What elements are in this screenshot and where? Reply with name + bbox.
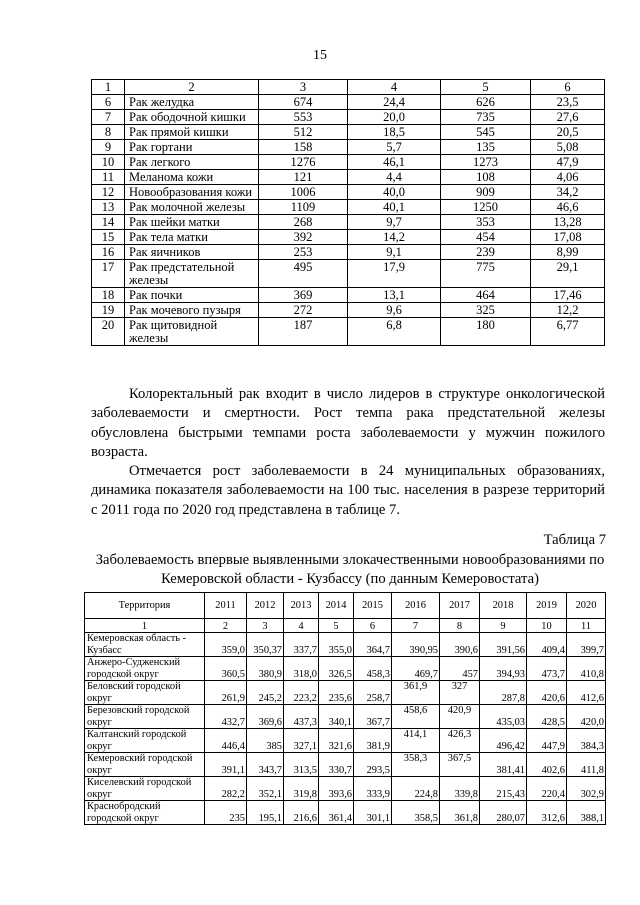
column-number-cell: 3	[247, 619, 284, 633]
table-row	[92, 245, 605, 260]
table-cell: 6	[92, 95, 125, 110]
table-cell: 13,28	[531, 215, 605, 230]
header-cell: 2	[125, 80, 259, 95]
value-cell: 437,3	[284, 705, 319, 729]
value-cell: 313,5	[284, 753, 319, 777]
header-cell: 2014	[319, 593, 354, 619]
table-cell: 735	[441, 110, 531, 125]
value-cell: 380,9	[247, 657, 284, 681]
value-cell: 333,9	[354, 777, 392, 801]
value-cell: 420,6	[527, 681, 567, 705]
cancer-type-cell: Рак гортани	[125, 140, 259, 155]
table-row	[85, 777, 606, 801]
column-number-cell: 2	[205, 619, 247, 633]
value-cell: 458,6	[392, 705, 440, 729]
value-cell: 195,1	[247, 801, 284, 825]
value-cell: 287,8	[480, 681, 527, 705]
table-cell: 6,8	[348, 318, 441, 346]
header-cell: 2015	[354, 593, 392, 619]
table-cell: 17,08	[531, 230, 605, 245]
value-cell: 385	[247, 729, 284, 753]
table-cell: 14	[92, 215, 125, 230]
table-row	[92, 170, 605, 185]
value-cell: 301,1	[354, 801, 392, 825]
column-number-cell: 1	[85, 619, 205, 633]
value-cell: 361,9	[392, 681, 440, 705]
table-cell: 325	[441, 303, 531, 318]
table-cell: 545	[441, 125, 531, 140]
value-cell: 358,5	[392, 801, 440, 825]
column-number-cell: 10	[527, 619, 567, 633]
value-cell: 339,8	[440, 777, 480, 801]
value-cell: 381,41	[480, 753, 527, 777]
value-cell: 361,8	[440, 801, 480, 825]
table-cell: 12	[92, 185, 125, 200]
table-row	[92, 260, 605, 288]
territory-cell: Краснобродский городской округ	[85, 801, 205, 825]
column-number-cell: 6	[354, 619, 392, 633]
paragraph-growth: Отмечается рост заболеваемости в 24 муниципальных образованиях, динамика показателя заболеваемости на 100 тыс. населения в разрезе территорий с 2011 года по 2020 год представлена в таблице 7.	[91, 463, 605, 518]
value-cell: 411,8	[567, 753, 606, 777]
header-cell: Территория	[85, 593, 205, 619]
column-number-cell: 4	[284, 619, 319, 633]
cancer-type-cell: Рак щитовидной железы	[125, 318, 259, 346]
territory-incidence-table	[84, 592, 606, 825]
table-cell: 495	[259, 260, 348, 288]
value-cell: 302,9	[567, 777, 606, 801]
value-cell: 359,0	[205, 633, 247, 657]
table-cell: 454	[441, 230, 531, 245]
value-cell: 235	[205, 801, 247, 825]
table-cell: 7	[92, 110, 125, 125]
value-cell: 412,6	[567, 681, 606, 705]
header-cell: 2020	[567, 593, 606, 619]
header-cell: 2017	[440, 593, 480, 619]
cancer-incidence-table	[91, 79, 605, 346]
table-row	[85, 705, 606, 729]
cancer-type-cell: Рак тела матки	[125, 230, 259, 245]
value-cell: 258,7	[354, 681, 392, 705]
table-header-row	[85, 593, 606, 619]
territory-cell: Кемеровская область - Кузбасс	[85, 633, 205, 657]
column-number-cell: 7	[392, 619, 440, 633]
value-cell: 409,4	[527, 633, 567, 657]
cancer-type-cell: Рак желудка	[125, 95, 259, 110]
value-cell: 220,4	[527, 777, 567, 801]
table-cell: 18	[92, 288, 125, 303]
column-number-cell: 11	[567, 619, 606, 633]
column-number-row	[85, 619, 606, 633]
value-cell: 367,7	[354, 705, 392, 729]
cancer-type-cell: Рак прямой кишки	[125, 125, 259, 140]
value-cell: 390,95	[392, 633, 440, 657]
value-cell: 337,7	[284, 633, 319, 657]
header-cell: 2012	[247, 593, 284, 619]
cancer-type-cell: Рак предстательной железы	[125, 260, 259, 288]
value-cell: 361,4	[319, 801, 354, 825]
paragraph-colorectal: Колоректальный рак входит в число лидеров в структуре онкологической заболеваемости и смертности. Рост темпа рака предстательной железы обусловлена быстрыми темпами роста заболеваемости у мужчин пожилого возраста.	[91, 386, 605, 460]
value-cell: 312,6	[527, 801, 567, 825]
table-row	[92, 215, 605, 230]
table-cell: 775	[441, 260, 531, 288]
cancer-type-cell: Рак молочной железы	[125, 200, 259, 215]
cancer-type-cell: Рак мочевого пузыря	[125, 303, 259, 318]
table-row	[92, 200, 605, 215]
value-cell: 458,3	[354, 657, 392, 681]
table-header-row	[92, 80, 605, 95]
value-cell: 420,0	[567, 705, 606, 729]
header-cell: 6	[531, 80, 605, 95]
territory-cell: Киселевский городской округ	[85, 777, 205, 801]
territory-cell: Беловский городской округ	[85, 681, 205, 705]
table-cell: 187	[259, 318, 348, 346]
table-cell: 13	[92, 200, 125, 215]
value-cell: 446,4	[205, 729, 247, 753]
value-cell: 399,7	[567, 633, 606, 657]
value-cell: 282,2	[205, 777, 247, 801]
table-cell: 18,5	[348, 125, 441, 140]
value-cell: 414,1	[392, 729, 440, 753]
cancer-type-cell: Новообразования кожи	[125, 185, 259, 200]
table-cell: 1109	[259, 200, 348, 215]
value-cell: 223,2	[284, 681, 319, 705]
table-cell: 40,1	[348, 200, 441, 215]
header-cell: 4	[348, 80, 441, 95]
value-cell: 381,9	[354, 729, 392, 753]
table-cell: 12,2	[531, 303, 605, 318]
table-cell: 8,99	[531, 245, 605, 260]
table-cell: 4,4	[348, 170, 441, 185]
cancer-type-cell: Рак почки	[125, 288, 259, 303]
table-row	[92, 140, 605, 155]
table-cell: 20,5	[531, 125, 605, 140]
table-cell: 464	[441, 288, 531, 303]
value-cell: 350,37	[247, 633, 284, 657]
value-cell: 261,9	[205, 681, 247, 705]
value-cell: 457	[440, 657, 480, 681]
territory-cell: Калтанский городской округ	[85, 729, 205, 753]
table-cell: 17,9	[348, 260, 441, 288]
table-row	[92, 303, 605, 318]
table-cell: 674	[259, 95, 348, 110]
value-cell: 327	[440, 681, 480, 705]
table-cell: 20,0	[348, 110, 441, 125]
value-cell: 340,1	[319, 705, 354, 729]
value-cell: 384,3	[567, 729, 606, 753]
table-cell: 40,0	[348, 185, 441, 200]
table-cell: 8	[92, 125, 125, 140]
table-cell: 135	[441, 140, 531, 155]
table-row	[92, 125, 605, 140]
table-cell: 47,9	[531, 155, 605, 170]
table-cell: 15	[92, 230, 125, 245]
value-cell: 360,5	[205, 657, 247, 681]
table-cell: 6,77	[531, 318, 605, 346]
table-row	[92, 288, 605, 303]
column-number-cell: 9	[480, 619, 527, 633]
table-row	[92, 95, 605, 110]
table-cell: 46,6	[531, 200, 605, 215]
table-cell: 29,1	[531, 260, 605, 288]
value-cell: 321,6	[319, 729, 354, 753]
table-cell: 20	[92, 318, 125, 346]
value-cell: 496,42	[480, 729, 527, 753]
value-cell: 330,7	[319, 753, 354, 777]
table-cell: 239	[441, 245, 531, 260]
value-cell: 390,6	[440, 633, 480, 657]
table-cell: 626	[441, 95, 531, 110]
table-row	[85, 681, 606, 705]
table-row	[85, 729, 606, 753]
table-cell: 23,5	[531, 95, 605, 110]
header-cell: 5	[441, 80, 531, 95]
value-cell: 224,8	[392, 777, 440, 801]
table-cell: 9,1	[348, 245, 441, 260]
value-cell: 469,7	[392, 657, 440, 681]
value-cell: 319,8	[284, 777, 319, 801]
table-cell: 392	[259, 230, 348, 245]
value-cell: 402,6	[527, 753, 567, 777]
table-cell: 1250	[441, 200, 531, 215]
table-row	[85, 801, 606, 825]
header-cell: 1	[92, 80, 125, 95]
header-cell: 3	[259, 80, 348, 95]
value-cell: 216,6	[284, 801, 319, 825]
value-cell: 367,5	[440, 753, 480, 777]
table-cell: 19	[92, 303, 125, 318]
value-cell: 447,9	[527, 729, 567, 753]
table-cell: 16	[92, 245, 125, 260]
table-cell: 4,06	[531, 170, 605, 185]
table-cell: 369	[259, 288, 348, 303]
value-cell: 369,6	[247, 705, 284, 729]
page-number: 15	[313, 48, 327, 63]
value-cell: 426,3	[440, 729, 480, 753]
value-cell: 391,56	[480, 633, 527, 657]
cancer-type-cell: Меланома кожи	[125, 170, 259, 185]
value-cell: 394,93	[480, 657, 527, 681]
value-cell: 358,3	[392, 753, 440, 777]
value-cell: 410,8	[567, 657, 606, 681]
table-cell: 121	[259, 170, 348, 185]
table-cell: 27,6	[531, 110, 605, 125]
table-cell: 353	[441, 215, 531, 230]
table-cell: 909	[441, 185, 531, 200]
cancer-type-cell: Рак ободочной кишки	[125, 110, 259, 125]
header-cell: 2013	[284, 593, 319, 619]
value-cell: 388,1	[567, 801, 606, 825]
table-row	[92, 230, 605, 245]
table-row	[85, 633, 606, 657]
value-cell: 293,5	[354, 753, 392, 777]
value-cell: 428,5	[527, 705, 567, 729]
value-cell: 280,07	[480, 801, 527, 825]
header-cell: 2019	[527, 593, 567, 619]
cancer-type-cell: Рак легкого	[125, 155, 259, 170]
value-cell: 318,0	[284, 657, 319, 681]
value-cell: 432,7	[205, 705, 247, 729]
table-row	[92, 318, 605, 346]
value-cell: 343,7	[247, 753, 284, 777]
value-cell: 364,7	[354, 633, 392, 657]
table-cell: 9,6	[348, 303, 441, 318]
value-cell: 393,6	[319, 777, 354, 801]
table-cell: 272	[259, 303, 348, 318]
territory-cell: Анжеро-Судженский городской округ	[85, 657, 205, 681]
table-cell: 1276	[259, 155, 348, 170]
table-cell: 34,2	[531, 185, 605, 200]
value-cell: 352,1	[247, 777, 284, 801]
table-cell: 512	[259, 125, 348, 140]
value-cell: 326,5	[319, 657, 354, 681]
table-row	[92, 155, 605, 170]
table-cell: 9,7	[348, 215, 441, 230]
table-cell: 553	[259, 110, 348, 125]
table-cell: 1006	[259, 185, 348, 200]
table-cell: 13,1	[348, 288, 441, 303]
table-cell: 180	[441, 318, 531, 346]
value-cell: 355,0	[319, 633, 354, 657]
cancer-type-cell: Рак шейки матки	[125, 215, 259, 230]
table-cell: 11	[92, 170, 125, 185]
value-cell: 391,1	[205, 753, 247, 777]
column-number-cell: 5	[319, 619, 354, 633]
value-cell: 327,1	[284, 729, 319, 753]
table-cell: 14,2	[348, 230, 441, 245]
table-row	[85, 657, 606, 681]
table-cell: 108	[441, 170, 531, 185]
table-cell: 9	[92, 140, 125, 155]
table-row	[92, 185, 605, 200]
table-cell: 5,7	[348, 140, 441, 155]
value-cell: 245,2	[247, 681, 284, 705]
header-cell: 2016	[392, 593, 440, 619]
table-cell: 46,1	[348, 155, 441, 170]
table-cell: 17,46	[531, 288, 605, 303]
territory-cell: Кемеровский городской округ	[85, 753, 205, 777]
header-cell: 2018	[480, 593, 527, 619]
value-cell: 420,9	[440, 705, 480, 729]
table-row	[85, 753, 606, 777]
table-cell: 24,4	[348, 95, 441, 110]
table-caption: Таблица 7	[543, 532, 606, 548]
table-row	[92, 110, 605, 125]
table-cell: 253	[259, 245, 348, 260]
table-cell: 1273	[441, 155, 531, 170]
territory-cell: Березовский городской округ	[85, 705, 205, 729]
column-number-cell: 8	[440, 619, 480, 633]
value-cell: 435,03	[480, 705, 527, 729]
table-cell: 268	[259, 215, 348, 230]
table-cell: 158	[259, 140, 348, 155]
cancer-type-cell: Рак яичников	[125, 245, 259, 260]
value-cell: 215,43	[480, 777, 527, 801]
table-cell: 17	[92, 260, 125, 288]
table-cell: 5,08	[531, 140, 605, 155]
header-cell: 2011	[205, 593, 247, 619]
value-cell: 235,6	[319, 681, 354, 705]
table-cell: 10	[92, 155, 125, 170]
table-title: Заболеваемость впервые выявленными злокачественными новообразованиями по Кемеровской области - Кузбассу (по данным Кемеровостата)	[95, 552, 605, 587]
value-cell: 473,7	[527, 657, 567, 681]
